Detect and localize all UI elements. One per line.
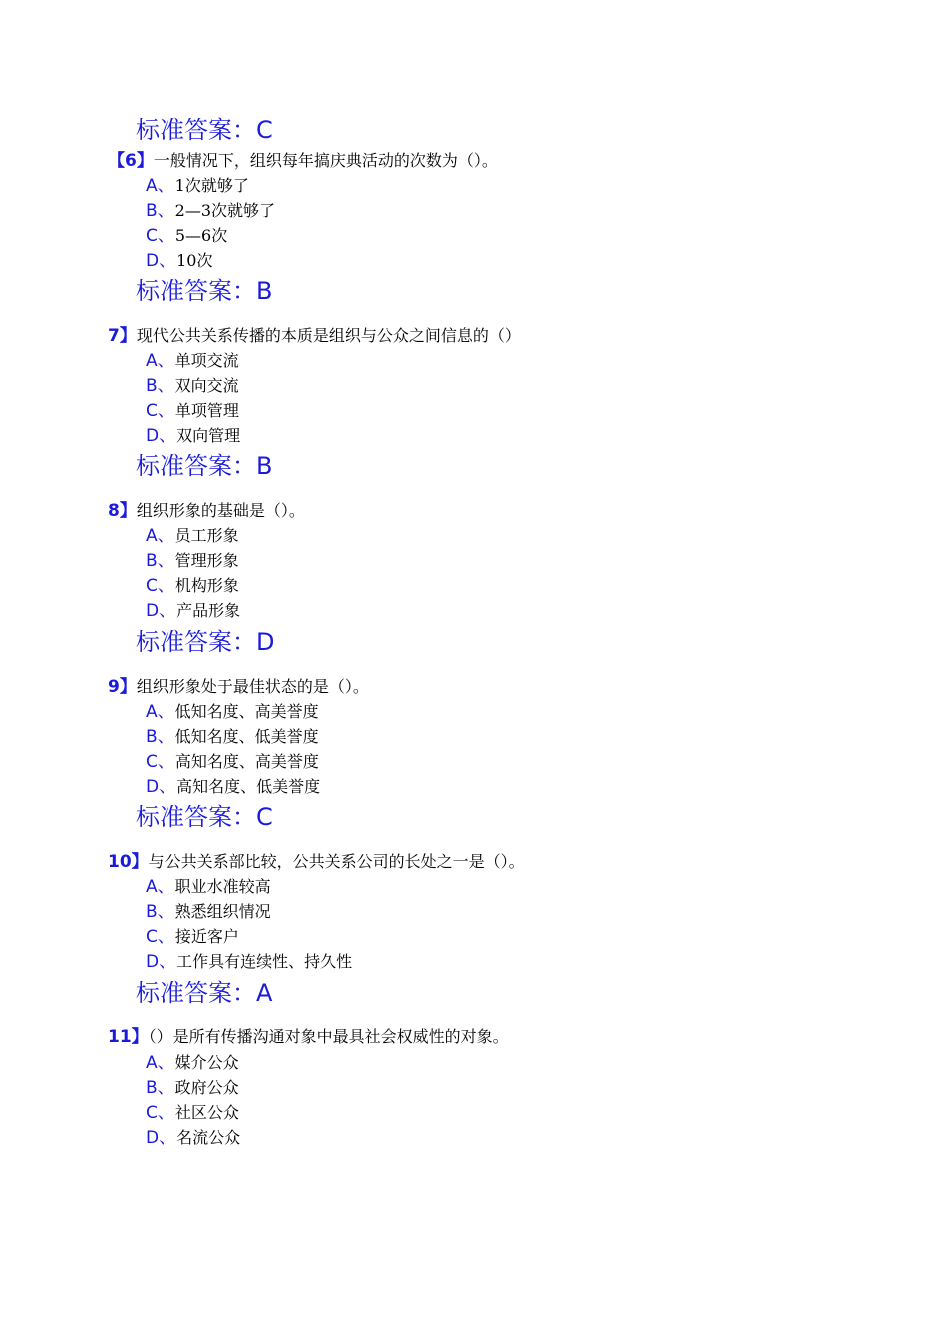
question-text: （）是所有传播沟通对象中最具社会权威性的对象。 <box>148 1027 509 1046</box>
option-c: C、单项管理 <box>146 401 239 421</box>
option-a: A、媒介公众 <box>146 1053 239 1073</box>
question-number: 10】 <box>108 852 149 872</box>
option-d: D、名流公众 <box>146 1128 241 1148</box>
option-b: B、低知名度、低美誉度 <box>146 727 319 747</box>
option-c: C、高知名度、高美誉度 <box>146 752 319 772</box>
standard-answer: 标准答案：A <box>136 979 273 1007</box>
question-number: 11】 <box>108 1027 149 1047</box>
question-text: 现代公共关系传播的本质是组织与公众之间信息的（） <box>136 326 521 345</box>
standard-answer: 标准答案：D <box>136 628 275 656</box>
question-text: 组织形象处于最佳状态的是（）。 <box>136 677 369 696</box>
question-number: 9】 <box>108 677 137 697</box>
option-a: A、单项交流 <box>146 351 239 371</box>
top-answer: 标准答案：C <box>136 116 273 144</box>
option-b: B、政府公众 <box>146 1078 239 1098</box>
option-c: C、机构形象 <box>146 576 239 596</box>
option-a: A、低知名度、高美誉度 <box>146 702 319 722</box>
option-c: C、社区公众 <box>146 1103 239 1123</box>
question-text: 组织形象的基础是（）。 <box>136 501 305 520</box>
standard-answer: 标准答案：C <box>136 803 273 831</box>
option-b: B、管理形象 <box>146 551 239 571</box>
option-d: D、产品形象 <box>146 601 241 621</box>
option-a: A、员工形象 <box>146 526 239 546</box>
standard-answer: 标准答案：B <box>136 452 273 480</box>
question-text: 一般情况下，组织每年搞庆典活动的次数为（）。 <box>153 151 498 170</box>
option-a: A、1次就够了 <box>146 176 249 196</box>
standard-answer: 标准答案：B <box>136 277 273 305</box>
option-b: B、熟悉组织情况 <box>146 902 271 922</box>
option-d: D、10次 <box>146 251 213 271</box>
option-c: C、5—6次 <box>146 226 228 246</box>
option-b: B、双向交流 <box>146 376 239 396</box>
question-text: 与公共关系部比较，公共关系公司的长处之一是（）。 <box>148 852 525 871</box>
question-number: 7】 <box>108 326 137 346</box>
question-number: 【6】 <box>108 151 154 171</box>
option-a: A、职业水准较高 <box>146 877 271 897</box>
option-c: C、接近客户 <box>146 927 239 947</box>
option-d: D、双向管理 <box>146 426 241 446</box>
question-number: 8】 <box>108 501 137 521</box>
option-d: D、高知名度、低美誉度 <box>146 777 321 797</box>
option-b: B、2—3次就够了 <box>146 201 276 221</box>
option-d: D、工作具有连续性、持久性 <box>146 952 353 972</box>
